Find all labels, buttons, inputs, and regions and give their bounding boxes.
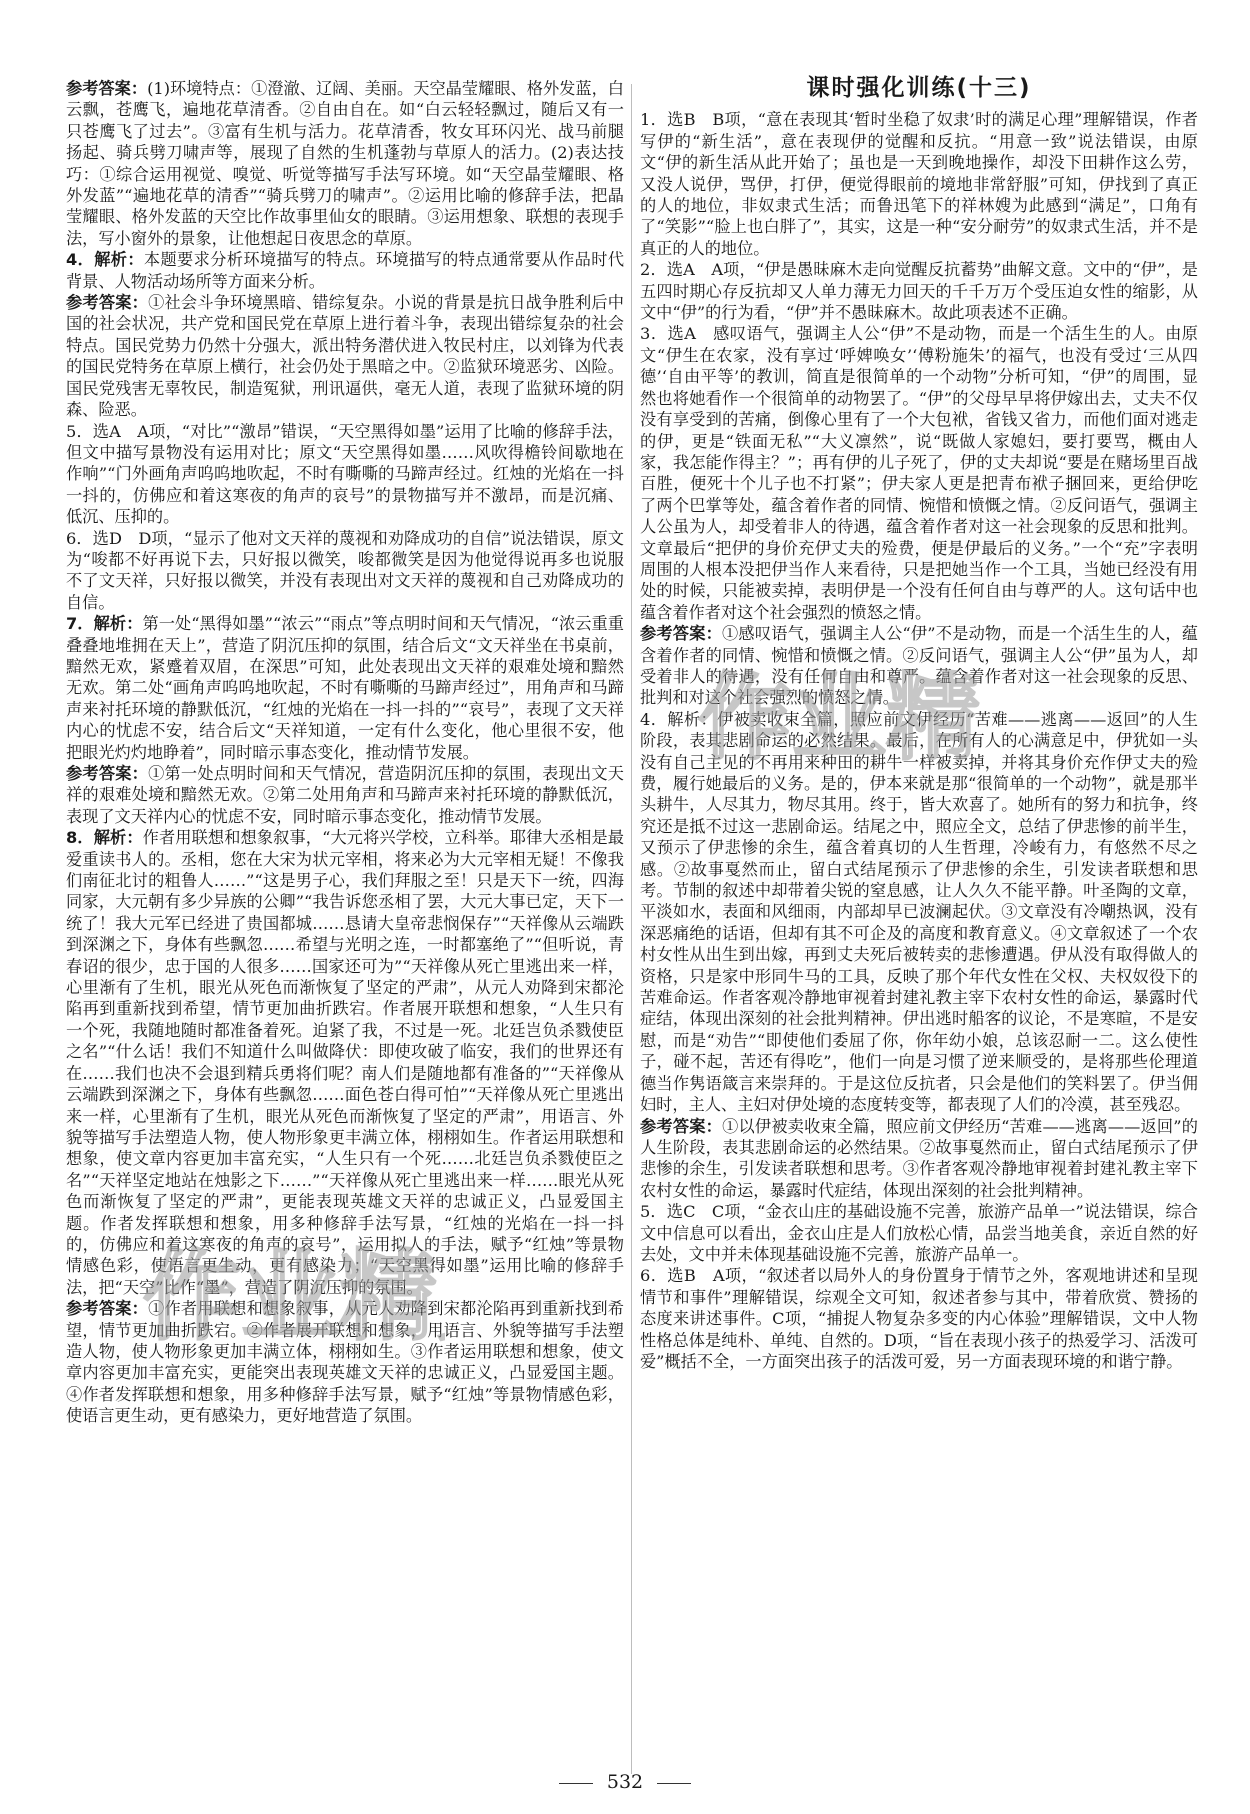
answer-paragraph: [640, 1116, 1198, 1202]
answer-text: 6．选D D项，“显示了他对文天祥的蔑视和劝降成功的自信”说法错误，原文为“唆都不好再说下去，只好报以微笑，唆都微笑是因为他觉得说再多也说服不了文天祥，只好报以微笑，并没有表现出对文天祥的蔑视和自己劝降成功的自信。: [66, 528, 624, 612]
footer-dash-left: [559, 1783, 593, 1784]
section-title: 课时强化训练(十三): [806, 75, 1032, 101]
svg-text:作业精灵: 作业精: [143, 1240, 438, 1354]
answer-text: 5．选A A项，“对比”“激昂”错误，“天空黑得如墨”运用了比喻的修辞手法，但文中描写景物没有运用对比；原文“天空黑得如墨……风吹得檐铃间歇地在作响”“门外画角声呜呜地吹起，不时有嘶嘶的马蹄声经过。红烛的光焰在一抖一抖的，仿佛应和着这寒夜的角声的哀号”的景物描写并不激昂，而是沉痛、低沉、压抑的。: [66, 421, 624, 527]
answer-text: ①社会斗争环境黑暗、错综复杂。小说的背景是抗日战争胜利后中国的社会状况，共产党和国民党在草原上进行着斗争，表现出错综复杂的社会特点。国民党势力仍然十分强大，派出特务潜伏进入牧民村庄，以刘锋为代表的国民党特务在草原上横行，社会仍处于黑暗之中。②监狱环境恶劣、凶险。国民党残害无辜牧民，制造冤狱，刑讯逼供，毫无人道，表现了监狱环境的阴森、险恶。: [66, 293, 624, 420]
right-column-body: [640, 109, 1198, 1372]
answer-paragraph: [66, 292, 624, 420]
answer-text: ①第一处点明时间和天气情况，营造阴沉压抑的氛围，表现出文天祥的艰难处境和黯然无欢。②第二处用角声和马蹄声来衬托环境的静默低沉，表现了文天祥内心的忧虑不安，同时暗示事态变化，推动情节发展。: [66, 764, 624, 826]
answer-text: 3．选A 感叹语气，强调主人公“伊”不是动物，而是一个活生生的人。由原文“伊生在农家，没有享过‘呼婢唤女’‘傅粉施朱’的福气，也没有受过‘三从四德’‘自由平等’的教训，简直是很简单的一个动物”分析可知，“伊”的周围，显然也将她看作一个很简单的动物罢了。“伊”的父母早早将伊嫁出去，丈夫不仅没有享受到的苦痛，倒像心里有了一个大包袱，省钱又省力，而他们面对逃走的伊，更是“铁面无私”“大义凛然”，说“既做人家媳妇，要打要骂，概由人家，我怎能作得主？”；再有伊的儿子死了，伊的丈夫却说“要是在赌场里百战百胜，便死十个儿子也不打紧”；伊夫家人更是把青布袱子捆回来，更给伊吃了两个巴掌等处，蕴含着作者的同情、惋惜和愤慨之情。②反问语气，强调主人公虽为人，却受着非人的待遇，蕴含着作者对这一社会现象的反思和批判。文章最后“把伊的身价充伊丈夫的殓费，便是伊最后的义务。”一个“充”字表明周围的人根本没把伊当作人来看待，只是把她当作一个工具，当她已经没有用处的时候，只能被卖掉，表明伊是一个没有任何自由与尊严的人。这句话中也蕴含着作者对这个社会强烈的愤怒之情。: [640, 324, 1198, 622]
answer-paragraph: [66, 763, 624, 827]
column-divider: [631, 84, 632, 1774]
answer-text: ①作者用联想和想象叙事，从元人劝降到宋都沦陷再到重新找到希望，情节更加曲折跌宕。②作者展开联想和想象，用语言、外貌等描写手法塑造人物，使人物形象更加丰满立体，栩栩如生。③作者运用联想和想象，使文章内容更加丰富充实，更能突出表现英雄文天祥的忠诚正义，凸显爱国主题。④作者发挥联想和想象，用多种修辞手法写景，赋予“红烛”等景物情感色彩，使语言更生动，更有感染力，更好地营造了氛围。: [66, 1299, 624, 1426]
answer-paragraph: [640, 1201, 1198, 1265]
answer-text: 6．选B A项，“叙述者以局外人的身份置身于情节之外，客观地讲述和呈现情节和事件”理解错误，综观全文可知，叙述者参与其中，带着欣赏、赞扬的态度来讲述事件。C项，“捕捉人物复杂多变的内心体验”理解错误，文中人物性格总体是纯朴、单纯、自然的。D项，“旨在表现小孩子的热爱学习、活泼可爱”概括不全，一方面突出孩子的活泼可爱，另一方面表现环境的和谐宁静。: [640, 1266, 1198, 1371]
answer-label: 4．解析：: [66, 250, 144, 270]
answer-paragraph: [66, 249, 624, 292]
answer-paragraph: [640, 109, 1198, 259]
answer-label: 参考答案：: [640, 1116, 723, 1136]
answer-paragraph: [66, 827, 624, 1298]
answer-text: 5．选C C项，“金衣山庄的基础设施不完善，旅游产品单一”说法错误，综合文中信息可以看出，金衣山庄是人们放松心情，品尝当地美食，亲近自然的好去处，文中并未体现基础设施不完善，旅游产品单一。: [640, 1202, 1198, 1264]
answer-text: 作者用联想和想象叙事，“大元将兴学校，立科举。耶律大丞相是最爱重读书人的。丞相，您在大宋为状元宰相，将来必为大元宰相无疑！不像我们南征北讨的粗鲁人……”“这是男子心，我们拜服之至！只是天下一统，四海同家，大元朝有多少异族的公卿”“我告诉您丞相了罢，大元大事已定，天下一统了！我大元军已经进了贵国都城……恳请大皇帝悲悯保存”“天祥像从云端跌到深渊之下，身体有些飘忽……希望与光明之连，一时都塞绝了”“但听说，青春诏的很少，忠于国的人很多……国家还可为”“天祥像从死亡里逃出来一样，心里渐有了生机，眼光从死色而渐恢复了坚定的严肃”，从元人劝降到宋都沦陷再到重新找到希望，情节更加曲折跌宕。作者展开联想和想象，“人生只有一个死，我随地随时都准备着死。迫紧了我，不过是一死。北廷岂负杀戮使臣之名”“什么话！我们不知道什么叫做降伏：即使攻破了临安，我们的世界还有在……我们也决不会退到精兵勇将们呢？南人们是随地都有准备的”“天祥像从云端跌到深渊之下，身体有些飘忽……面色苍白得可怕”“天祥像从死亡里逃出来一样，心里渐有了生机，眼光从死色而渐恢复了坚定的严肃”，用语言、外貌等描写手法塑造人物，使人物形象更丰满立体，栩栩如生。作者运用联想和想象，使文章内容更加丰富充实，“人生只有一个死……北廷岂负杀戮使臣之名”“天祥坚定地站在烛影之下……”“天祥像从死亡里逃出来一样……眼光从死色而渐恢复了坚定的严肃”，更能表现英雄文天祥的忠诚正义，凸显爱国主题。作者发挥联想和想象，用多种修辞手法写景，“红烛的光焰在一抖一抖的，仿佛应和着这寒夜的角声的哀号”，运用拟人的手法，赋予“红烛”等景物情感色彩，使语言更生动，更有感染力；“天空黑得如墨”运用比喻的修辞手法，把“天空”比作“墨”，营造了阴沉压抑的氛围。: [66, 828, 624, 1297]
answer-text: 第一处“黑得如墨”“浓云”“雨点”等点明时间和天气情况，“浓云重重叠叠地堆拥在天上”，营造了阴沉压抑的氛围，结合后文“文天祥坐在书桌前，黯然无欢，紧蹙着双眉，在深思”可知，此处表现出文天祥的艰难处境和黯然无欢。第二处“画角声呜呜地吹起，不时有嘶嘶的马蹄声经过”，用角声和马蹄声来衬托环境的静默低沉，“红烛的光焰在一抖一抖的”“哀号”，表现了文天祥内心的忧虑不安，结合后文“天祥知道，一定有什么变化，他心里很不安，他把眼光灼灼地睁着”，同时暗示事态变化，推动情节发展。: [66, 614, 624, 762]
answer-paragraph: [66, 78, 624, 249]
answer-label: 参考答案：: [66, 1299, 149, 1319]
answer-label: 参考答案：: [66, 293, 149, 313]
answer-text: ①感叹语气，强调主人公“伊”不是动物，而是一个活生生的人，蕴含着作者的同情、惋惜和愤慨之情。②反问语气，强调主人公“伊”虽为人，却受着非人的待遇，没有任何自由和尊严。蕴含着作者对这一社会现象的反思、批判和对这个社会强烈的愤怒之情。: [640, 624, 1198, 708]
answer-label: 参考答案：: [640, 624, 723, 644]
answer-paragraph: [640, 259, 1198, 323]
answer-label: 参考答案：: [66, 79, 148, 98]
answer-paragraph: [640, 623, 1198, 709]
answer-paragraph: [66, 528, 624, 614]
answer-label: 参考答案：: [66, 764, 149, 783]
right-column: [640, 75, 1198, 1372]
answer-paragraph: [66, 613, 624, 763]
page-footer: [0, 1771, 1250, 1793]
answer-text: 4．解析：伊被卖收束全篇，照应前文伊经历“苦难——逃离——返回”的人生阶段，表其悲剧命运的必然结果。最后，在所有人的心满意足中，伊犹如一头没有自己主见的不再用来种田的耕牛一样被卖掉，并将其身价充作伊丈夫的殓费，履行她最后的义务。是的，伊本来就是那“很简单的一个动物”，就是那半头耕牛，人尽其力，物尽其用。终于，皆大欢喜了。她所有的努力和抗争，终究还是抵不过这一悲剧命运。结尾之中，照应全文，总结了伊悲惨的前半生，又预示了伊悲惨的余生，蕴含着真切的人生哲理，冷峻有力，有悠然不尽之感。②故事戛然而止，留白式结尾预示了伊悲惨的余生，引发读者联想和思考。节制的叙述中却带着尖锐的窒息感，让人久久不能平静。叶圣陶的文章，平淡如水，表面和风细雨，内部却早已波澜起伏。③文章没有冷嘲热讽，没有深恶痛绝的话语，但却有其不可企及的高度和教育意义。④文章叙述了一个农村女性从出生到出嫁，再到丈夫死后被转卖的悲惨遭遇。伊从没有取得做人的资格，只是家中形同牛马的工具，反映了那个年代女性在父权、夫权奴役下的苦难命运。作者客观冷静地审视着封建礼教主宰下农村女性的命运，暴露时代症结，体现出深刻的社会批判精神。伊出逃时船客的议论，不是寒暄，不是安慰，而是“劝告”“即使他们委屈了你，你年幼小娘，总该忍耐一二。这么使性子，碰不起，苦还有得吃”，他们一向是习惯了逆来顺受的，是将那些伦理道德当作隽语箴言来崇拜的。于是这位反抗者，只会是他们的笑料罢了。伊当佣妇时，主人、主妇对伊处境的态度转变等，都表现了人们的冷漠，甚至残忍。: [640, 709, 1198, 1115]
answer-paragraph: [640, 1265, 1198, 1372]
answer-text: ①以伊被卖收束全篇，照应前文伊经历“苦难——逃离——返回”的人生阶段，表其悲剧命运的必然结果。②故事戛然而止，留白式结尾预示了伊悲惨的余生，引发读者联想和思考。③作者客观冷静地审视着封建礼教主宰下农村女性的命运，暴露时代症结，体现出深刻的社会批判精神。: [640, 1116, 1198, 1200]
answer-paragraph: [66, 421, 624, 528]
answer-paragraph: [66, 1298, 624, 1426]
page-number: 532: [606, 1771, 644, 1793]
answer-paragraph: [640, 709, 1198, 1116]
answer-paragraph: [640, 323, 1198, 623]
answer-text: 1．选B B项，“意在表现其‘暂时坐稳了奴隶’时的满足心理”理解错误，作者写伊的“新生活”，意在表现伊的觉醒和反抗。“用意一致”说法错误，由原文“伊的新生活从此开始了；虽也是一天到晚地操作，却没下田耕作这么劳，又没人说伊，骂伊，打伊，便觉得眼前的境地非常舒服”可知，伊找到了真正的人的地位，非奴隶式生活；而鲁迅笔下的祥林嫂为此感到“满足”，口角有了“笑影”“脸上也白胖了”，其实，这是一种“安分耐劳”的奴隶式生活，并不是真正的人的地位。: [640, 110, 1198, 258]
answer-text: 本题要求分析环境描写的特点。环境描写的特点通常要从作品时代背景、人物活动场所等方面来分析。: [66, 250, 625, 291]
answer-text: (1)环境特点：①澄澈、辽阔、美丽。天空晶莹耀眼、格外发蓝，白云飘，苍鹰飞，遍地花草清香。②自由自在。如“白云轻轻飘过，随后又有一只苍鹰飞了过去”。③富有生机与活力。花草清香，牧女耳环闪光、战马前腿扬起、骑兵劈刀啸声等，展现了自然的生机蓬勃与草原人的活力。(2)表达技巧：①综合运用视觉、嗅觉、听觉等描写手法写环境。如“天空晶莹耀眼、格外发蓝”“遍地花草的清香”“骑兵劈刀的啸声”。②运用比喻的修辞手法，把晶莹耀眼、格外发蓝的天空比作故事里仙女的眼睛。③运用想象、联想的表现手法，写小窗外的景象，让他想起日夜思念的草原。: [66, 79, 624, 248]
svg-text:作业精灵: 作业精: [698, 664, 980, 773]
footer-dash-right: [657, 1783, 691, 1784]
answer-text: 2．选A A项，“伊是愚昧麻木走向觉醒反抗蓄势”曲解文意。文中的“伊”，是五四时期心存反抗却又人单力薄无力回天的千千万万个受压迫女性的缩影，从文中“伊”的行为看，“伊”并不愚昧麻木。故此项表述不正确。: [640, 260, 1198, 323]
answer-label: 7．解析：: [66, 614, 143, 634]
left-column: [66, 78, 624, 1427]
answer-label: 8．解析：: [66, 828, 143, 848]
